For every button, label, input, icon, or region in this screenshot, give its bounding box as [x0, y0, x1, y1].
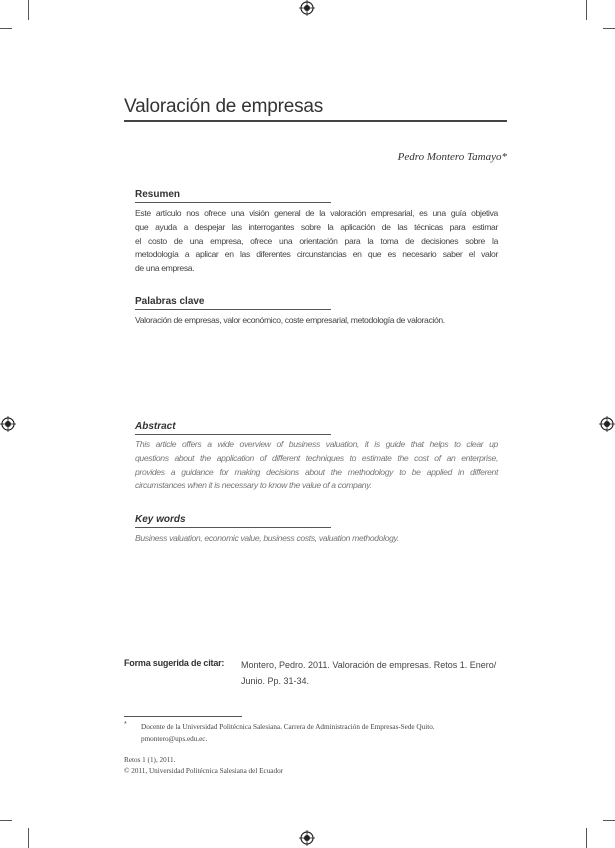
- crop-mark: [586, 0, 587, 20]
- citation-label: Forma sugerida de citar:: [124, 658, 225, 668]
- registration-mark-icon: [299, 0, 315, 16]
- citation-line: Junio. Pp. 31-34.: [241, 676, 310, 686]
- crop-mark: [0, 28, 12, 29]
- abstract-line: questions about the application of different techniques to estimate the cost of an enterprise,: [135, 452, 498, 463]
- resumen-line: de una empresa.: [135, 263, 195, 274]
- resumen-heading: Resumen: [135, 189, 181, 200]
- registration-mark-icon: [599, 416, 615, 432]
- crop-mark: [28, 828, 29, 848]
- section-rule: [135, 202, 331, 203]
- abstract-paragraph: [135, 438, 498, 493]
- crop-mark: [603, 820, 615, 821]
- resumen-line: metodología a aplicar en las diferentes circunstancias en que es necesario saber el valor: [135, 249, 498, 260]
- registration-mark-icon: [299, 830, 315, 846]
- crop-mark: [603, 28, 615, 29]
- resumen-line: el costo de una empresa, ofrece una orientación para la toma de decisiones sobre la: [135, 235, 498, 246]
- footnote-rule: [124, 716, 242, 717]
- key-words-heading: Key words: [135, 514, 186, 525]
- section-rule: [135, 434, 331, 435]
- footnote-email[interactable]: pmontero@ups.edu.ec.: [141, 735, 208, 743]
- title-rule: [124, 120, 507, 122]
- journal-issue: Retos 1 (1), 2011.: [124, 756, 176, 764]
- crop-mark: [28, 0, 29, 20]
- abstract-line: This article offers a wide overview of business valuation, it is guide that helps to clear up: [135, 439, 498, 449]
- author-name: Pedro Montero Tamayo*: [397, 151, 507, 163]
- abstract-line: provides a guidance for making decisions about the methodology to be applied in different: [135, 466, 498, 477]
- citation-line: Montero, Pedro. 2011. Valoración de empresas. Retos 1. Enero/: [241, 660, 497, 670]
- abstract-line: circumstances when it is necessary to know the value of a company.: [135, 480, 372, 491]
- section-rule: [135, 527, 331, 528]
- abstract-heading: Abstract: [135, 421, 176, 432]
- footnote-mark: *: [124, 721, 127, 728]
- palabras-clave-heading: Palabras clave: [135, 296, 205, 307]
- copyright-notice: © 2011, Universidad Politécnica Salesiana del Ecuador: [124, 767, 284, 775]
- crop-mark: [0, 820, 12, 821]
- registration-mark-icon: [0, 416, 16, 432]
- crop-mark: [586, 828, 587, 848]
- footnote-text: [141, 721, 511, 745]
- resumen-paragraph: [135, 207, 498, 276]
- resumen-line: Este artículo nos ofrece una visión general de la valoración empresarial, es una guía objetiva: [135, 208, 498, 218]
- palabras-clave-text: Valoración de empresas, valor económico, coste empresarial, metodología de valoración.: [135, 315, 445, 325]
- section-rule: [135, 309, 331, 310]
- footnote-line: Docente de la Universidad Politécnica Salesiana. Carrera de Administración de Empresas-Sede Quito.: [141, 723, 435, 731]
- resumen-line: que ayuda a despejar las interrogantes sobre la aplicación de las técnicas para estimar: [135, 221, 498, 232]
- journal-meta: [124, 755, 283, 777]
- citation-text: [241, 657, 508, 689]
- key-words-text: Business valuation, economic value, business costs, valuation methodology.: [135, 533, 399, 543]
- article-title: Valoración de empresas: [124, 96, 324, 117]
